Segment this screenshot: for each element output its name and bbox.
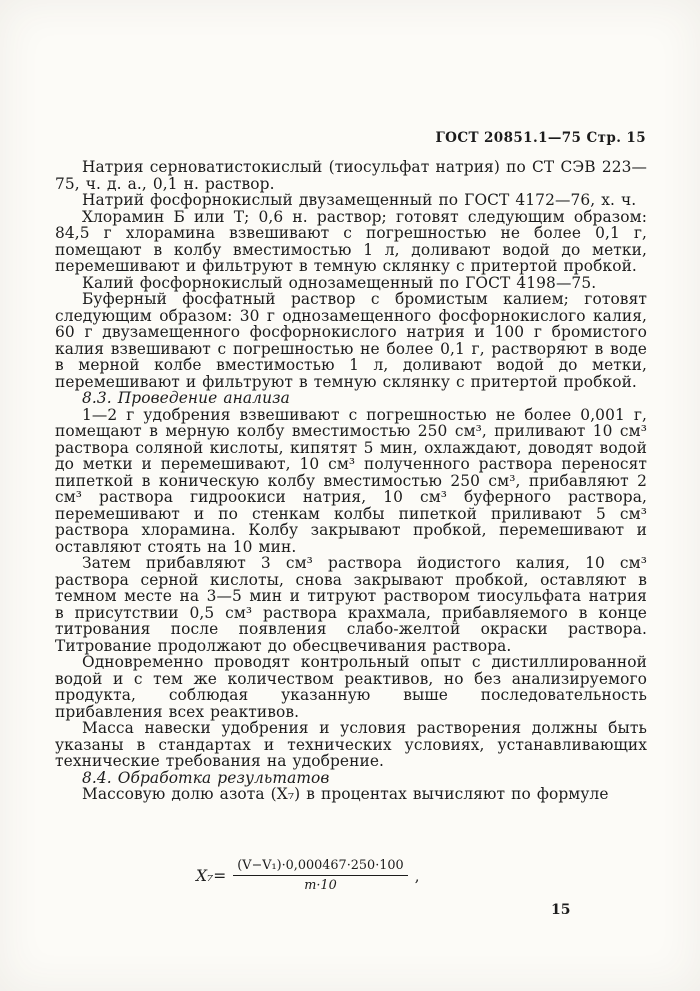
paragraph-titration: Затем прибавляют 3 см³ раствора йодистого калия, 10 см³ раствора серной кислоты, снова закрывают пробкой, оставляют в темном месте на 3—5 мин и титруют раствором тиосульфата натрия в присутствии 0,5 см³ раствора крахмала, прибавляемого в конце титрования после появления слабо-желтой окраски раствора. Титрование продолжают до обесцвечивания раствора. — [55, 554, 647, 655]
paragraph-reagent-chloramine: Хлорамин Б или Т; 0,6 н. раствор; готовят следующим образом: 84,5 г хлорамина взвешивают с погрешностью не более 0,1 г, помещают в колбу вместимостью 1 л, доливают водой до метки, перемешивают и фильтруют в темную склянку с притертой пробкой. — [55, 207, 647, 275]
formula-denominator: m·10 — [304, 878, 337, 893]
section-heading-8-3: 8.3. Проведение анализа — [82, 389, 290, 407]
nitrogen-mass-fraction-formula — [196, 858, 419, 893]
formula-numerator: (V−V₁)·0,000467·250·100 — [233, 858, 407, 876]
formula-lhs: X₇= — [196, 866, 227, 885]
formula-comma: , — [414, 866, 420, 885]
formula-fraction — [233, 858, 407, 893]
paragraph-analysis-procedure: 1—2 г удобрения взвешивают с погрешностью не более 0,001 г, помещают в мерную колбу вместимостью 250 см³, приливают 10 см³ раствора соляной кислоты, кипятят 5 мин, охлаждают, доводят водой до метки и перемешивают, 10 см³ полученного раствора переносят пипеткой в коническую колбу вместимостью 250 см³, прибавляют 2 см³ раствора гидроокиси натрия, 10 см³ буферного раствора, перемешивают и по стенкам колбы пипеткой приливают 5 см³ раствора хлорамина. Колбу закрывают пробкой, перемешивают и оставляют стоять на 10 мин. — [55, 405, 647, 556]
paragraph-reagent-phosphate-disubstituted: Натрий фосфорнокислый двузамещенный по ГОСТ 4172—76, х. ч. — [82, 191, 637, 209]
paragraph-formula-intro: Массовую долю азота (X₇) в процентах вычисляют по формуле — [82, 785, 609, 803]
paragraph-control-experiment: Одновременно проводят контрольный опыт с дистиллированной водой и с тем же количеством реактивов, но без анализируемого продукта, соблюдая указанную выше последовательность прибавления всех реактивов. — [55, 653, 647, 721]
document-body — [55, 159, 647, 803]
paragraph-sample-mass: Масса навески удобрения и условия растворения должны быть указаны в стандартах и технических условиях, устанавливающих технические требования на удобрение. — [55, 719, 647, 770]
section-heading-8-4: 8.4. Обработка результатов — [82, 768, 330, 787]
paragraph-reagent-potassium-phosphate: Калий фосфорнокислый однозамещенный по ГОСТ 4198—75. — [82, 273, 597, 292]
page-number: 15 — [551, 902, 571, 918]
document-header: ГОСТ 20851.1—75 Стр. 15 — [435, 130, 646, 146]
paragraph-buffer-solution: Буферный фосфатный раствор с бромистым калием; готовят следующим образом: 30 г однозамещенного фосфорнокислого калия, 60 г двузамещенного фосфорнокислого натрия и 100 г бромистого калия взвешивают с погрешностью не более 0,1 г, растворяют в воде в мерной колбе вместимостью 1 л, доливают водой до метки, перемешивают и фильтруют в темную склянку с притертой пробкой. — [55, 290, 647, 391]
paragraph-reagent-thiosulfate: Натрия серноватистокислый (тиосульфат натрия) по СТ СЭВ 223—75, ч. д. а., 0,1 н. раствор. — [55, 158, 647, 193]
